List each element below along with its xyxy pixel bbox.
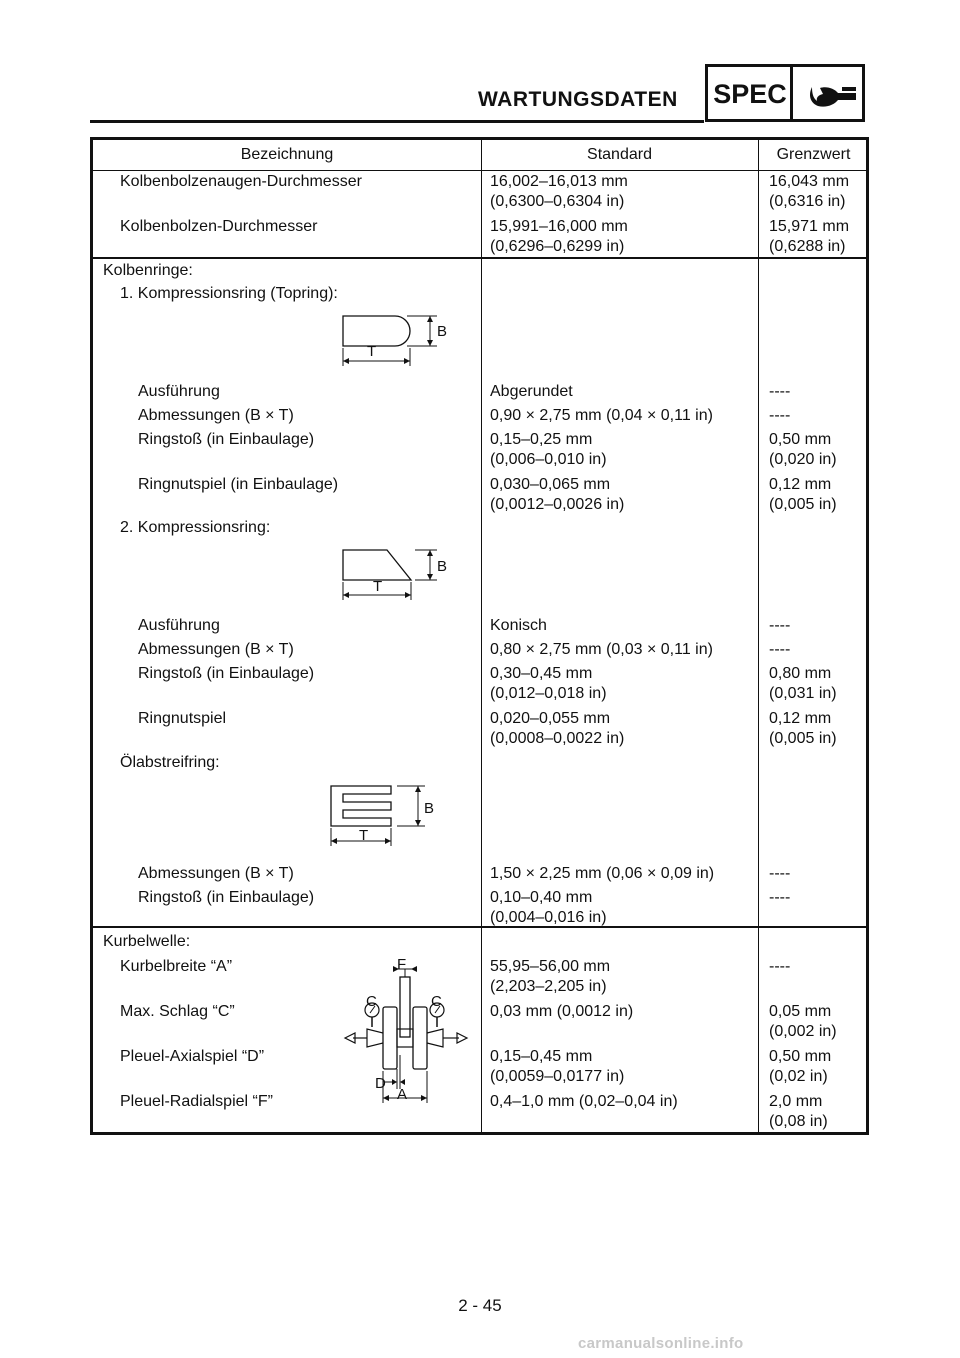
subsection-heading: Ölabstreifring:: [120, 754, 220, 771]
subsection-heading: 1. Kompressionsring (Topring):: [120, 285, 338, 302]
limit-value: 2,0 mm: [769, 1093, 823, 1110]
limit-value: (0,005 in): [769, 730, 837, 747]
dimension-label-t: T: [373, 578, 383, 595]
standard-value: (0,6296–0,6299 in): [490, 238, 625, 255]
standard-value: (0,0008–0,0022 in): [490, 730, 625, 747]
row-label: Ringstoß (in Einbaulage): [138, 889, 315, 906]
subsection-heading: 2. Kompressionsring:: [120, 519, 271, 536]
diagram-label-c-left: C: [366, 993, 377, 1010]
diagram-label-a: A: [397, 1086, 408, 1103]
standard-value: (0,6300–0,6304 in): [490, 193, 625, 210]
oil-ring-diagram: [321, 780, 461, 852]
standard-value: 0,80 × 2,75 mm (0,03 × 0,11 in): [490, 641, 713, 658]
limit-value: (0,6316 in): [769, 193, 846, 210]
row-label: Ringstoß (in Einbaulage): [138, 431, 315, 448]
standard-value: 0,03 mm (0,0012 in): [490, 1003, 634, 1020]
standard-value: 55,95–56,00 mm: [490, 958, 611, 975]
limit-value: 0,05 mm: [769, 1003, 832, 1020]
section-divider: [93, 926, 866, 928]
limit-value: (0,005 in): [769, 496, 837, 513]
row-label: Kolbenbolzenaugen-Durchmesser: [120, 173, 362, 190]
dimension-label-b: B: [437, 558, 448, 575]
standard-value: 16,002–16,013 mm: [490, 173, 628, 190]
spec-badge: [705, 64, 865, 122]
section-heading: Kurbelwelle:: [103, 933, 191, 950]
row-label: Ausführung: [138, 617, 220, 634]
section-divider: [93, 257, 866, 259]
row-label: Ringnutspiel: [138, 710, 227, 727]
limit-value: (0,020 in): [769, 451, 837, 468]
row-label: Max. Schlag “C”: [120, 1003, 235, 1020]
page-title: WARTUNGSDATEN: [478, 88, 678, 111]
standard-value: 0,10–0,40 mm: [490, 889, 593, 906]
standard-value: 0,15–0,45 mm: [490, 1048, 593, 1065]
limit-value: (0,02 in): [769, 1068, 828, 1085]
limit-value: ----: [769, 383, 791, 400]
row-label: Abmessungen (B × T): [138, 865, 294, 882]
standard-value: 0,030–0,065 mm: [490, 476, 611, 493]
limit-value: 16,043 mm: [769, 173, 850, 190]
diagram-label-f: F: [397, 956, 407, 973]
standard-value: 0,4–1,0 mm (0,02–0,04 in): [490, 1093, 678, 1110]
limit-value: (0,6288 in): [769, 238, 846, 255]
column-header-standard: Standard: [587, 146, 652, 163]
dimension-label-t: T: [367, 343, 377, 360]
diagram-label-c-right: C: [431, 993, 442, 1010]
column-divider: [758, 140, 759, 1132]
standard-value: (0,006–0,010 in): [490, 451, 607, 468]
standard-value: 1,50 × 2,25 mm (0,06 × 0,09 in): [490, 865, 715, 882]
standard-value: 15,991–16,000 mm: [490, 218, 628, 235]
spec-table: [90, 137, 869, 1135]
standard-value: (0,0059–0,0177 in): [490, 1068, 625, 1085]
row-label: Abmessungen (B × T): [138, 407, 294, 424]
watermark: carmanualsonline.info: [578, 1335, 744, 1352]
limit-value: ----: [769, 865, 791, 882]
limit-value: 0,50 mm: [769, 1048, 832, 1065]
limit-value: ----: [769, 958, 791, 975]
row-label: Ringstoß (in Einbaulage): [138, 665, 315, 682]
spec-badge-divider: [790, 67, 793, 119]
header-row-divider: [93, 170, 866, 171]
row-label: Ringnutspiel (in Einbaulage): [138, 476, 339, 493]
limit-value: ----: [769, 407, 791, 424]
page-number: 2 - 45: [458, 1296, 502, 1315]
crankshaft-diagram: [343, 955, 478, 1105]
dimension-label-t: T: [359, 827, 369, 844]
row-label: Abmessungen (B × T): [138, 641, 294, 658]
standard-value: Abgerundet: [490, 383, 573, 400]
standard-value: 0,15–0,25 mm: [490, 431, 593, 448]
standard-value: Konisch: [490, 617, 547, 634]
standard-value: 0,90 × 2,75 mm (0,04 × 0,11 in): [490, 407, 713, 424]
row-label: Pleuel-Axialspiel “D”: [120, 1048, 265, 1065]
limit-value: (0,031 in): [769, 685, 837, 702]
row-label: Ausführung: [138, 383, 220, 400]
row-label: Kolbenbolzen-Durchmesser: [120, 218, 318, 235]
section-heading: Kolbenringe:: [103, 262, 193, 279]
diagram-label-d: D: [375, 1075, 386, 1092]
spec-badge-label: SPEC: [713, 79, 787, 109]
dimension-label-b: B: [424, 800, 435, 817]
limit-value: (0,002 in): [769, 1023, 837, 1040]
limit-value: 0,80 mm: [769, 665, 832, 682]
header-rule: [90, 120, 704, 123]
limit-value: 0,50 mm: [769, 431, 832, 448]
column-header-grenzwert: Grenzwert: [776, 146, 851, 163]
wrench-icon: [798, 73, 862, 117]
limit-value: ----: [769, 889, 791, 906]
column-divider: [481, 140, 482, 1132]
row-label: Pleuel-Radialspiel “F”: [120, 1093, 273, 1110]
standard-value: (0,004–0,016 in): [490, 909, 607, 926]
limit-value: ----: [769, 641, 791, 658]
limit-value: (0,08 in): [769, 1113, 828, 1130]
dimension-label-b: B: [437, 323, 448, 340]
limit-value: 0,12 mm: [769, 710, 832, 727]
standard-value: (0,0012–0,0026 in): [490, 496, 625, 513]
limit-value: 0,12 mm: [769, 476, 832, 493]
column-header-bezeichnung: Bezeichnung: [240, 146, 334, 163]
standard-value: (0,012–0,018 in): [490, 685, 607, 702]
row-label: Kurbelbreite “A”: [120, 958, 233, 975]
limit-value: ----: [769, 617, 791, 634]
standard-value: 0,30–0,45 mm: [490, 665, 593, 682]
limit-value: 15,971 mm: [769, 218, 850, 235]
standard-value: 0,020–0,055 mm: [490, 710, 611, 727]
standard-value: (2,203–2,205 in): [490, 978, 607, 995]
